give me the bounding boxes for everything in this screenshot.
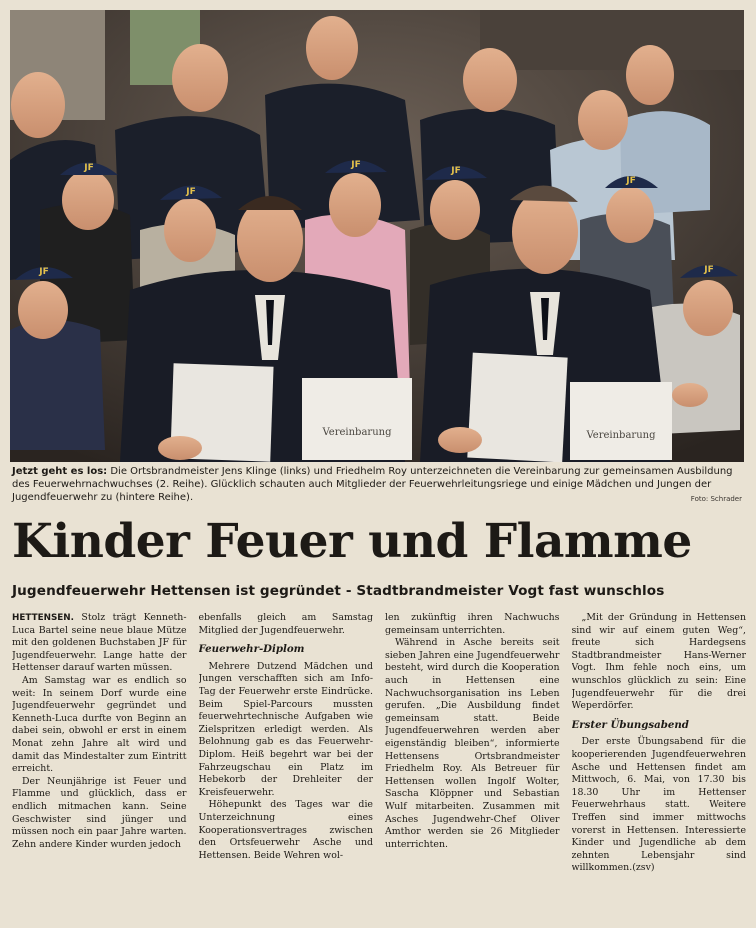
cap-badge-text: JF bbox=[626, 176, 636, 186]
photo-caption bbox=[12, 465, 744, 504]
article-body bbox=[12, 612, 746, 924]
paragraph: Der Neunjährige ist Feuer und Flamme und glücklich, dass er endlich mitmachen kann. Seine Geschwister sind jünger und müssen noch ein paar Jahre warten. Zehn andere Kinder wurden jedoch bbox=[12, 775, 187, 850]
cap-badge-text: JF bbox=[39, 267, 49, 277]
caption-lead: Jetzt geht es los: bbox=[12, 466, 108, 477]
cap-badge-text: JF bbox=[186, 187, 196, 197]
paragraph: Mehrere Dutzend Mädchen und Jungen verschafften sich am Info-Tag der Feuerwehr erste Eindrücke. Beim Spiel-Parcours mussten feuerwehrtechnische Aufgaben wie Zielspritzen erledigt werden. Als Belohnung gab es das Feuerwehr-Diplom. Heiß begehrt war bei der Fahrzeugschau ein Platz im Hebekorb der Drehleiter der Kreisfeuerwehr. bbox=[198, 660, 373, 798]
caption-text: Die Ortsbrandmeister Jens Klinge (links) und Friedhelm Roy unterzeichneten die Vereinbarung zur gemeinsamen Ausbildung des Feuerwehrnachwuchses (2. Reihe). Glücklich schauten auch Mitglieder der Feuerwehrleitungsriege und einige Mädchen und Jungen der Jugendfeuerwehr zu (hintere Reihe). bbox=[12, 466, 733, 503]
headline: Kinder Feuer und Flamme bbox=[12, 514, 692, 569]
photo-credit: Foto: Schrader bbox=[690, 495, 742, 503]
paragraph-text: Stolz trägt Kenneth-Luca Bartel seine neue blaue Mütze mit den goldenen Buchstaben JF für Jugendfeuerwehr. Lange hatte der Hettenser darauf warten müssen. bbox=[12, 612, 187, 674]
article-column-2 bbox=[199, 612, 374, 924]
cap-badge-text: JF bbox=[84, 163, 94, 173]
article-column-3 bbox=[385, 612, 560, 924]
cap-badge-text: JF bbox=[704, 265, 714, 275]
paragraph: Der erste Übungsabend für die kooperierenden Jugendfeuerwehren Asche und Hettensen findet am Mittwoch, 6. Mai, von 17.30 bis 18.30 Uhr im Hettenser Feuerwehrhaus statt. Weitere Treffen sind immer mittwochs vorerst in Hettensen. Interessierte Kinder und Jugendliche ab dem zehnten Lebensjahr sind willkommen.(zsv) bbox=[571, 736, 746, 874]
section-heading: Erster Übungsabend bbox=[571, 718, 689, 731]
paragraph: ebenfalls gleich am Samstag Mitglied der Jugendfeuerwehr. bbox=[198, 612, 373, 636]
article-column-1 bbox=[12, 612, 187, 924]
paragraph: „Mit der Gründung in Hettensen sind wir auf einem guten Weg“, freute sich Hardegsens Stadtbrandmeister Hans-Werner Vogt. Ihm fehle noch eins, um wunschlos glücklich zu sein: Eine Jugendfeuerwehr für die drei Weperdörfer. bbox=[571, 612, 746, 712]
cap-badge-text: JF bbox=[451, 166, 461, 176]
cap-badge-text: JF bbox=[351, 160, 361, 170]
document-title-left: Vereinbarung bbox=[322, 427, 392, 438]
document-title-right: Vereinbarung bbox=[586, 430, 656, 441]
dateline: HETTENSEN. bbox=[12, 613, 74, 623]
paragraph: len zukünftig ihren Nachwuchs gemeinsam unterrichten. bbox=[385, 612, 560, 636]
paragraph: Am Samstag war es endlich so weit: In seinem Dorf wurde eine Jugendfeuerwehr gegründet und Kenneth-Luca durfte von Beginn an dabei sein, obwohl er erst in einem Monat zehn Jahre alt wird und damit das Mindestalter zum Eintritt erreicht. bbox=[12, 674, 187, 775]
paragraph bbox=[12, 612, 187, 675]
paragraph: Höhepunkt des Tages war die Unterzeichnung eines Kooperationsvertrages zwischen den Ortsfeuerwehr Asche und Hettensen. Beide Wehren wol- bbox=[198, 799, 373, 861]
paragraph: Während in Asche bereits seit sieben Jahren eine Jugendfeuerwehr besteht, wird durch die Kooperation auch in Hettensen eine Nachwuchsorganisation ins Leben gerufen. „Die Ausbildung findet gemeinsam statt. Beide Jugendfeuerwehren werden aber eigenständig bleiben“, informierte Hettensens Ortsbrandmeister Friedhelm Roy. Als Betreuer für Hettensen wollen Ingolf Wolter, Sascha Klöppner und Sebastian Wulf mitarbeiten. Zusammen mit Asches Jugendwehr-Chef Oliver Amthor werden sie 26 Mitglieder unterrichten. bbox=[385, 637, 560, 850]
section-heading: Feuerwehr-Diplom bbox=[198, 643, 305, 656]
group-photo bbox=[10, 10, 744, 462]
article-column-4 bbox=[572, 612, 747, 924]
subheadline: Jugendfeuerwehr Hettensen ist gegründet - Stadtbrandmeister Vogt fast wunschlos bbox=[12, 583, 665, 599]
